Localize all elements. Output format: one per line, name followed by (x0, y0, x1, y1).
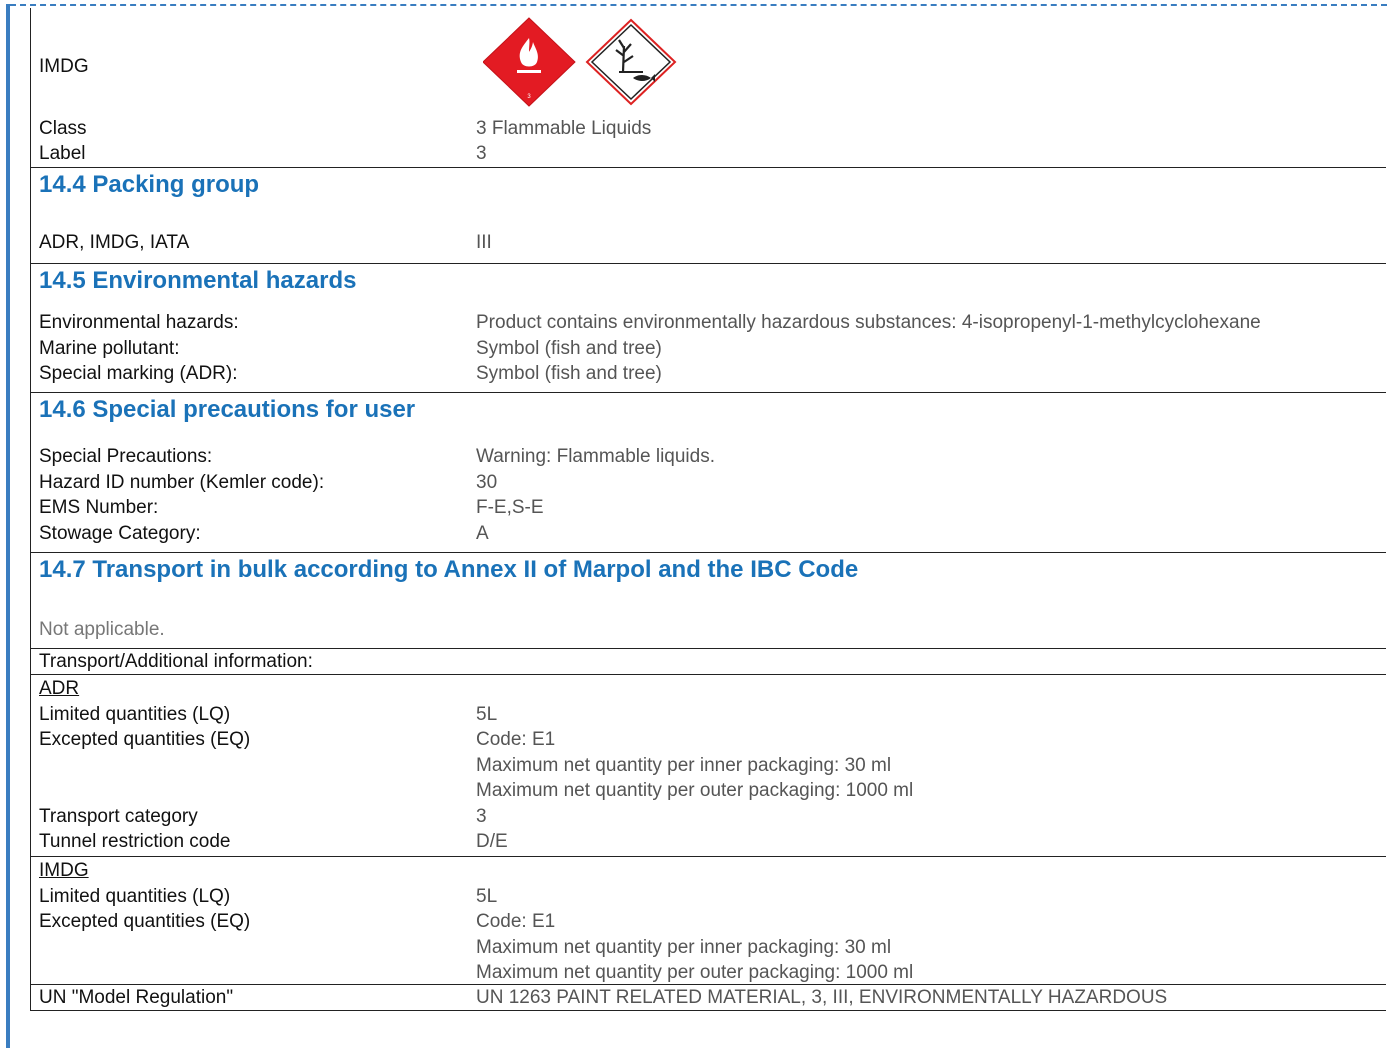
imdg-limited-value: 5L (476, 885, 498, 907)
ems-number-label: EMS Number: (39, 497, 159, 518)
imdg-limited-label: Limited quantities (LQ) (39, 885, 231, 907)
special-precautions-row (31, 444, 1386, 470)
env-hazards-value: Product contains environmentally hazardous substances: 4-isopropenyl-1-methylcyclohexane (476, 312, 1261, 333)
additional-info-label: Transport/Additional information: (39, 651, 313, 672)
adr-outer-value: Maximum net quantity per outer packaging: 1000 ml (476, 780, 914, 801)
class-row (31, 116, 1386, 142)
packing-group-value: III (476, 232, 492, 253)
hazard-id-label: Hazard ID number (Kemler code): (39, 471, 325, 493)
adr-inner-row (31, 753, 1386, 779)
imdg-outer-row (31, 960, 1386, 986)
imdg-limited-row (31, 884, 1386, 910)
special-precautions-heading: 14.6 Special precautions for user (39, 396, 416, 423)
adr-title: ADR (39, 678, 80, 699)
label-label: Label (39, 143, 86, 164)
imdg-inner-value: Maximum net quantity per inner packaging: 30 ml (476, 936, 892, 958)
adr-tunnel-label: Tunnel restriction code (39, 831, 231, 852)
imdg-title: IMDG (39, 860, 89, 881)
additional-info-block (31, 649, 1386, 675)
imdg-excepted-row (31, 909, 1386, 935)
stowage-category-value: A (476, 522, 489, 544)
left-margin-bar (6, 4, 10, 1048)
imdg-outer-value: Maximum net quantity per outer packaging: 1000 ml (476, 962, 914, 983)
adr-limited-value: 5L (476, 703, 498, 725)
special-marking-value: Symbol (fish and tree) (476, 363, 662, 384)
imdg-inner-row (31, 935, 1386, 961)
stowage-category-row (31, 521, 1386, 547)
hazard-id-value: 30 (476, 471, 498, 493)
adr-block (31, 675, 1386, 857)
environmental-hazards-row (31, 310, 1386, 336)
environmental-hazard-diamond-icon (587, 20, 675, 104)
special-precautions-label: Special Precautions: (39, 446, 213, 467)
adr-transport-category-row (31, 804, 1386, 830)
environmental-hazards-block (31, 264, 1386, 393)
imdg-excepted-value: Code: E1 (476, 911, 556, 932)
packing-group-label: ADR, IMDG, IATA (39, 232, 190, 253)
special-precautions-block (31, 393, 1386, 553)
hazard-id-row (31, 470, 1386, 496)
un-model-block (31, 985, 1386, 1011)
adr-transport-category-label: Transport category (39, 805, 198, 827)
special-marking-row (31, 361, 1386, 387)
marine-pollutant-row (31, 336, 1386, 362)
label-row (31, 141, 1386, 167)
adr-transport-category-value: 3 (476, 805, 487, 827)
adr-tunnel-value: D/E (476, 831, 508, 852)
un-model-value: UN 1263 PAINT RELATED MATERIAL, 3, III, ENVIRONMENTALLY HAZARDOUS (476, 987, 1168, 1008)
hazard-pictograms (483, 16, 683, 108)
imdg-hazard-block (31, 8, 1386, 168)
adr-excepted-label: Excepted quantities (EQ) (39, 729, 251, 750)
marine-pollutant-label: Marine pollutant: (39, 337, 180, 359)
adr-excepted-row (31, 727, 1386, 753)
packing-group-block (31, 168, 1386, 264)
marine-pollutant-value: Symbol (fish and tree) (476, 337, 662, 359)
svg-text:3: 3 (527, 94, 531, 100)
packing-group-row (31, 230, 1386, 256)
adr-tunnel-row (31, 829, 1386, 855)
adr-limited-row (31, 702, 1386, 728)
class-value: 3 Flammable Liquids (476, 118, 652, 139)
special-precautions-value: Warning: Flammable liquids. (476, 446, 715, 467)
imdg-title-row (31, 858, 1386, 884)
bulk-transport-note: Not applicable. (39, 619, 165, 640)
ems-number-row (31, 495, 1386, 521)
un-model-label: UN "Model Regulation" (39, 987, 234, 1008)
top-dashed-border (10, 4, 1387, 6)
bulk-transport-block (31, 553, 1386, 649)
imdg-quantities-block (31, 857, 1386, 985)
adr-limited-label: Limited quantities (LQ) (39, 703, 231, 725)
label-value: 3 (476, 143, 487, 164)
stowage-category-label: Stowage Category: (39, 522, 201, 544)
packing-group-heading: 14.4 Packing group (39, 171, 260, 198)
adr-outer-row (31, 778, 1386, 804)
adr-title-row (31, 676, 1386, 702)
env-hazards-label: Environmental hazards: (39, 312, 239, 333)
additional-info-row (31, 649, 1386, 675)
un-model-row (31, 985, 1386, 1011)
flammable-liquid-diamond-icon (483, 18, 575, 106)
imdg-excepted-label: Excepted quantities (EQ) (39, 911, 251, 932)
class-label: Class (39, 118, 87, 139)
ems-number-value: F-E,S-E (476, 497, 544, 518)
special-marking-label: Special marking (ADR): (39, 363, 238, 384)
adr-excepted-value: Code: E1 (476, 729, 556, 750)
adr-inner-value: Maximum net quantity per inner packaging: 30 ml (476, 754, 892, 776)
transport-information-section (30, 8, 1386, 1011)
environmental-hazards-heading: 14.5 Environmental hazards (39, 267, 357, 294)
bulk-transport-heading: 14.7 Transport in bulk according to Annex II of Marpol and the IBC Code (39, 556, 859, 583)
imdg-label: IMDG (39, 56, 89, 77)
